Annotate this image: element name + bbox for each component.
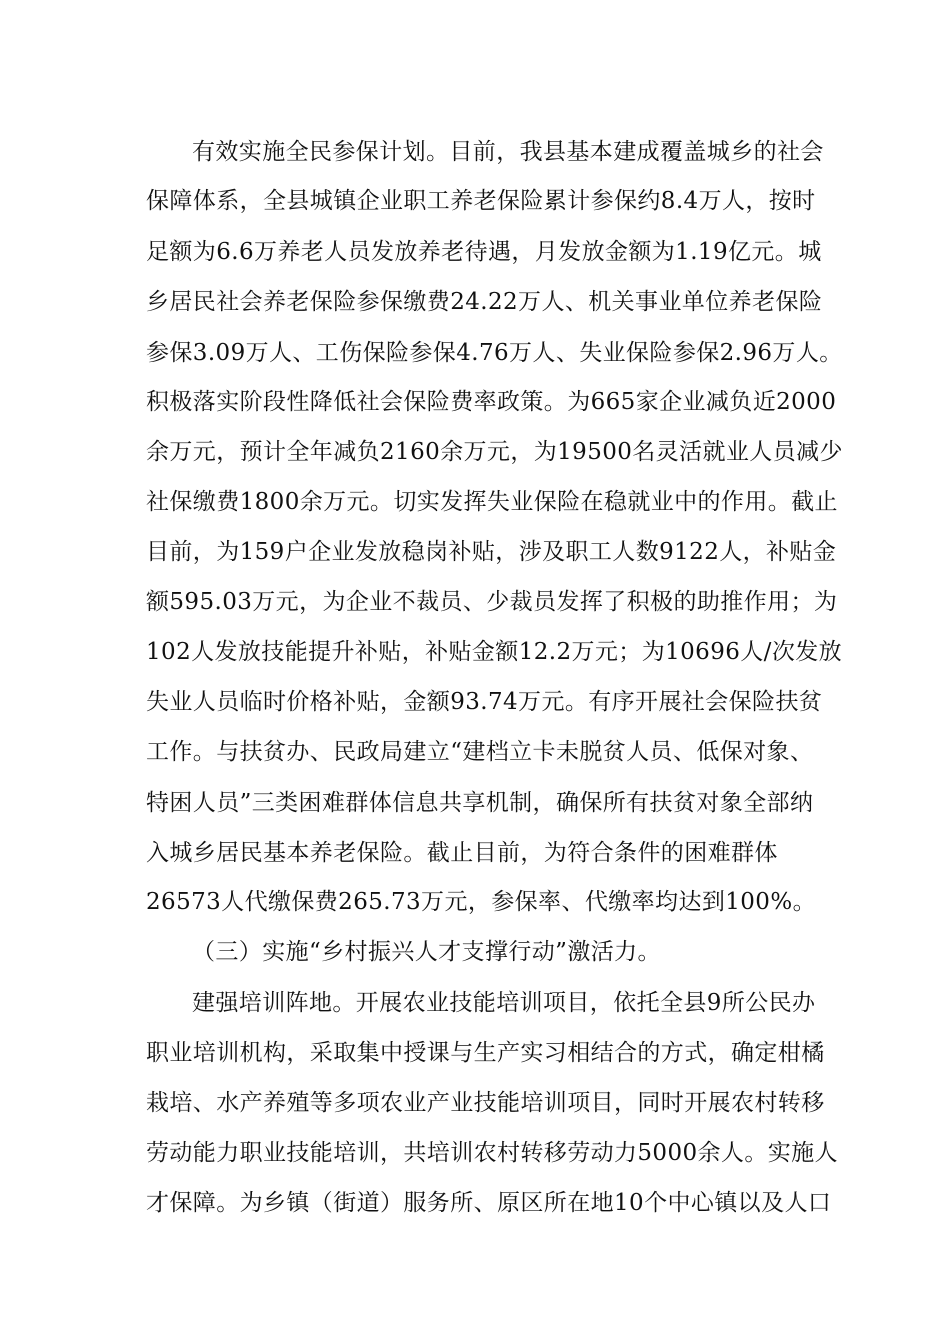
text-line: 失业人员临时价格补贴，金额93.74万元。有序开展社会保险扶贫 xyxy=(146,689,823,715)
text-line: 乡居民社会养老保险参保缴费24.22万人、机关事业单位养老保险 xyxy=(146,289,823,315)
text-line: 保障体系，全县城镇企业职工养老保险累计参保约8.4万人，按时 xyxy=(146,188,816,214)
text-line: 余万元，预计全年减负2160余万元，为19500名灵活就业人员减少 xyxy=(146,439,843,465)
text-line: 才保障。为乡镇（街道）服务所、原区所在地10个中心镇以及人口 xyxy=(146,1190,832,1216)
text-line: 足额为6.6万养老人员发放养老待遇，月发放金额为1.19亿元。城 xyxy=(146,239,822,265)
text-line: 劳动能力职业技能培训，共培训农村转移劳动力5000余人。实施人 xyxy=(146,1140,838,1166)
text-line: 特困人员”三类困难群体信息共享机制，确保所有扶贫对象全部纳 xyxy=(146,790,814,816)
text-line: 26573人代缴保费265.73万元，参保率、代缴率均达到100%。 xyxy=(146,889,816,915)
text-line: 102人发放技能提升补贴，补贴金额12.2万元；为10696人/次发放 xyxy=(146,639,843,665)
text-line: 目前，为159户企业发放稳岗补贴，涉及职工人数9122人，补贴金 xyxy=(146,539,837,565)
text-line: 参保3.09万人、工伤保险参保4.76万人、失业保险参保2.96万人。 xyxy=(146,340,843,366)
text-line: 入城乡居民基本养老保险。截止目前，为符合条件的困难群体 xyxy=(146,840,778,866)
text-line: 有效实施全民参保计划。目前，我县基本建成覆盖城乡的社会 xyxy=(192,139,824,165)
text-line: 建强培训阵地。开展农业技能培训项目，依托全县9所公民办 xyxy=(192,990,816,1016)
text-line: 职业培训机构，采取集中授课与生产实习相结合的方式，确定柑橘 xyxy=(146,1040,825,1066)
text-line: 栽培、水产养殖等多项农业产业技能培训项目，同时开展农村转移 xyxy=(146,1090,825,1116)
text-line: 工作。与扶贫办、民政局建立“建档立卡未脱贫人员、低保对象、 xyxy=(146,739,814,765)
text-line: 额595.03万元，为企业不裁员、少裁员发挥了积极的助推作用；为 xyxy=(146,589,838,615)
text-line: 积极落实阶段性降低社会保险费率政策。为665家企业减负近2000 xyxy=(146,389,837,415)
text-line: 社保缴费1800余万元。切实发挥失业保险在稳就业中的作用。截止 xyxy=(146,489,838,515)
section-heading: （三）实施“乡村振兴人才支撑行动”激活力。 xyxy=(192,939,661,965)
